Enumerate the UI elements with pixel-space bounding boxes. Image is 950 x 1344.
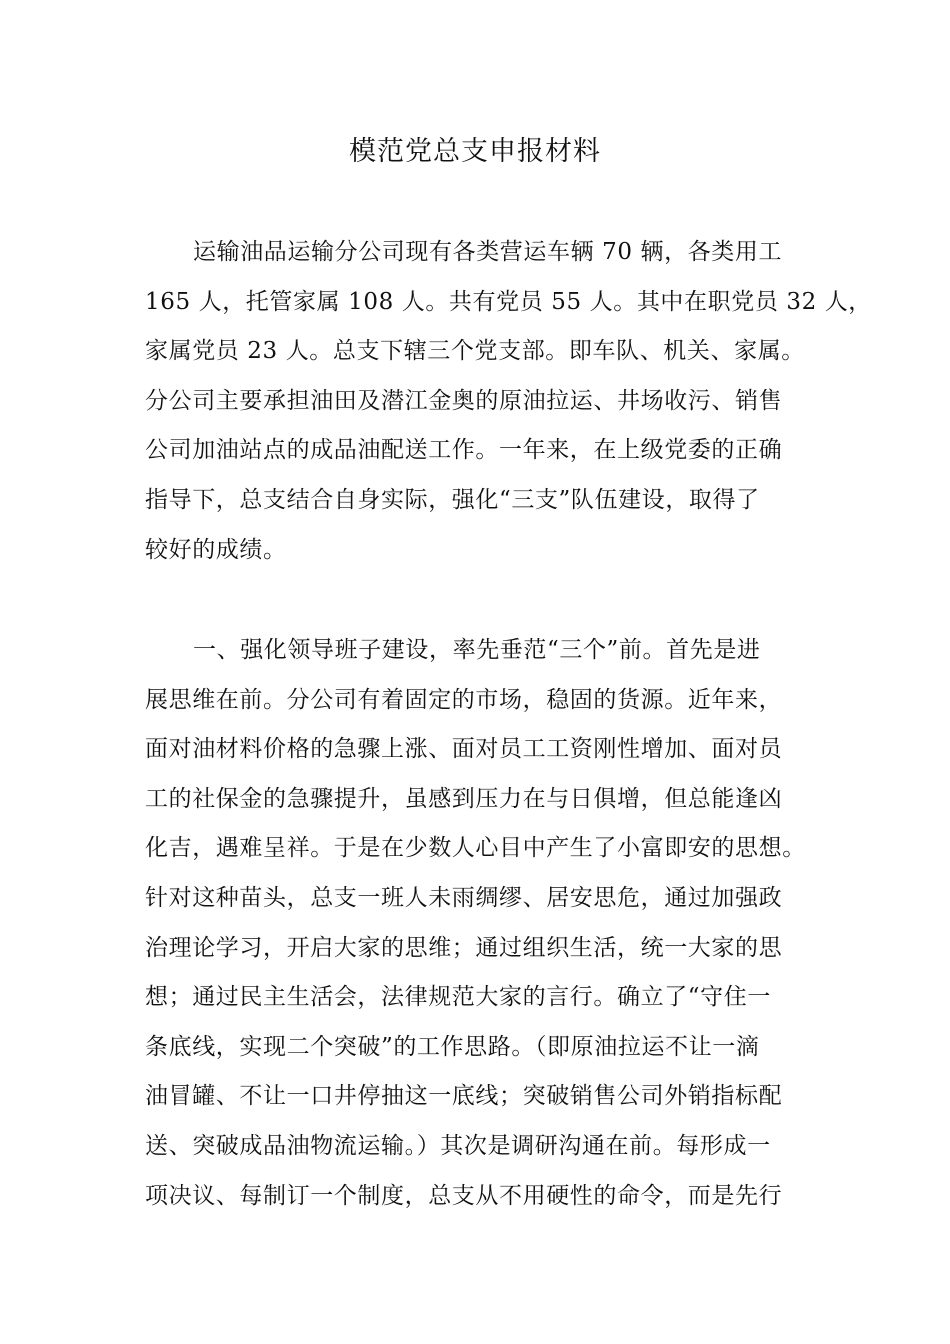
text-line: 针对这种苗头，总支一班人未雨绸缪、居安思危，通过加强政 [145,884,783,911]
document-title: 模范党总支申报材料 [349,136,601,167]
text-line: 治理论学习，开启大家的思维；通过组织生活，统一大家的思 [145,934,783,961]
text-line: 想；通过民主生活会，法律规范大家的言行。确立了“守住一 [145,984,771,1011]
text-line: 条底线，实现二个突破”的工作思路。（即原油拉运不让一滴 [145,1033,760,1060]
text-line: 油冒罐、不让一口井停抽这一底线；突破销售公司外销指标配 [145,1083,783,1110]
text-line: 指导下，总支结合自身实际，强化“三支”队伍建设，取得了 [145,486,760,513]
text-line: 运输油品运输分公司现有各类营运车辆 70 辆，各类用工 [193,239,783,265]
text-line: 较好的成绩。 [145,536,287,563]
text-line: 家属党员 23 人。总支下辖三个党支部。即车队、机关、家属。 [145,338,805,365]
text-line: 展思维在前。分公司有着固定的市场，稳固的货源。近年来， [145,686,783,713]
text-line: 项决议、每制订一个制度，总支从不用硬性的命令，而是先行 [145,1182,783,1209]
paragraph-section-one [145,630,815,1225]
text-line: 一、强化领导班子建设，率先垂范“三个”前。首先是进 [193,637,761,663]
text-line: 面对油材料价格的急骤上涨、面对员工工资刚性增加、面对员 [145,736,783,763]
paragraph-intro [145,232,872,579]
text-line: 工的社保金的急骤提升，虽感到压力在与日俱增，但总能逢凶 [145,785,783,812]
text-line: 化吉，遇难呈祥。于是在少数人心目中产生了小富即安的思想。 [145,835,806,862]
text-line: 分公司主要承担油田及潜江金奥的原油拉运、井场收污、销售 [145,387,783,414]
text-line: 送、突破成品油物流运输。）其次是调研沟通在前。每形成一 [145,1132,771,1159]
text-line: 公司加油站点的成品油配送工作。一年来，在上级党委的正确 [145,437,783,464]
text-line: 165 人，托管家属 108 人。共有党员 55 人。其中在职党员 32 人， [145,288,872,315]
